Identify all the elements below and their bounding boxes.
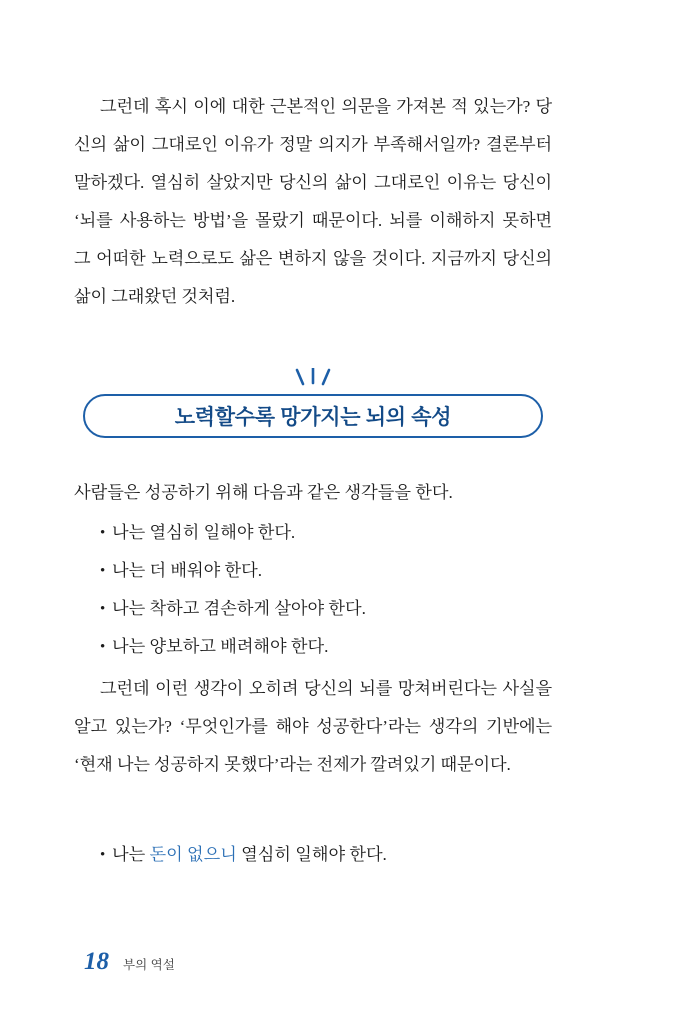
list-item-label: 나는 더 배워야 한다.: [112, 561, 263, 580]
lead-line: 사람들은 성공하기 위해 다음과 같은 생각들을 한다.: [74, 483, 453, 502]
bullet-dot-icon: •: [100, 601, 106, 617]
section-heading-label: 노력할수록 망가지는 뇌의 속성: [174, 406, 452, 429]
page-content: [74, 88, 552, 878]
sparkle-icon: [283, 368, 343, 392]
list-item-emphasis: 돈이 없으니: [149, 845, 237, 864]
list-item-label: 나는 양보하고 배려해야 한다.: [112, 637, 329, 656]
bullet-dot-icon: •: [100, 639, 106, 655]
section-heading-block: [74, 368, 552, 440]
page-footer: [84, 948, 175, 976]
list-item-prefix: 나는: [112, 845, 150, 864]
bullet-list-highlight: [74, 836, 552, 874]
list-item: [74, 552, 552, 590]
bullet-dot-icon: •: [100, 563, 106, 579]
list-item: [74, 628, 552, 666]
section-heading-pill: [83, 394, 543, 438]
paragraph-body-2: 그런데 이런 생각이 오히려 당신의 뇌를 망쳐버린다는 사실을 알고 있는가? ‘무엇인가를 해야 성공한다’라는 생각의 기반에는 ‘현재 나는 성공하지 못했다’라는 전제가 깔려있기 때문이다.: [74, 679, 552, 774]
bullet-dot-icon: •: [100, 525, 106, 541]
list-item-suffix: 열심히 일해야 한다.: [236, 845, 387, 864]
bullet-dot-icon: •: [100, 847, 106, 863]
paragraph-intro: 그런데 혹시 이에 대한 근본적인 의문을 가져본 적 있는가? 당신의 삶이 그대로인 이유가 정말 의지가 부족해서일까? 결론부터 말하겠다. 열심히 살았지만 당신의 삶이 그대로인 이유는 당신이 ‘뇌를 사용하는 방법’을 몰랐기 때문이다. 뇌를 이해하지 못하면 그 어떠한 노력으로도 삶은 변하지 않을 것이다. 지금까지 당신의 삶이 그래왔던 것처럼.: [74, 97, 552, 306]
bullet-list: [74, 514, 552, 666]
list-item: [74, 836, 552, 874]
list-item-label: 나는 열심히 일해야 한다.: [112, 523, 296, 542]
list-item: [74, 514, 552, 552]
page-number: 18: [84, 948, 109, 975]
running-title: 부의 역설: [123, 958, 175, 972]
list-item-label: 나는 착하고 겸손하게 살아야 한다.: [112, 599, 366, 618]
list-item: [74, 590, 552, 628]
